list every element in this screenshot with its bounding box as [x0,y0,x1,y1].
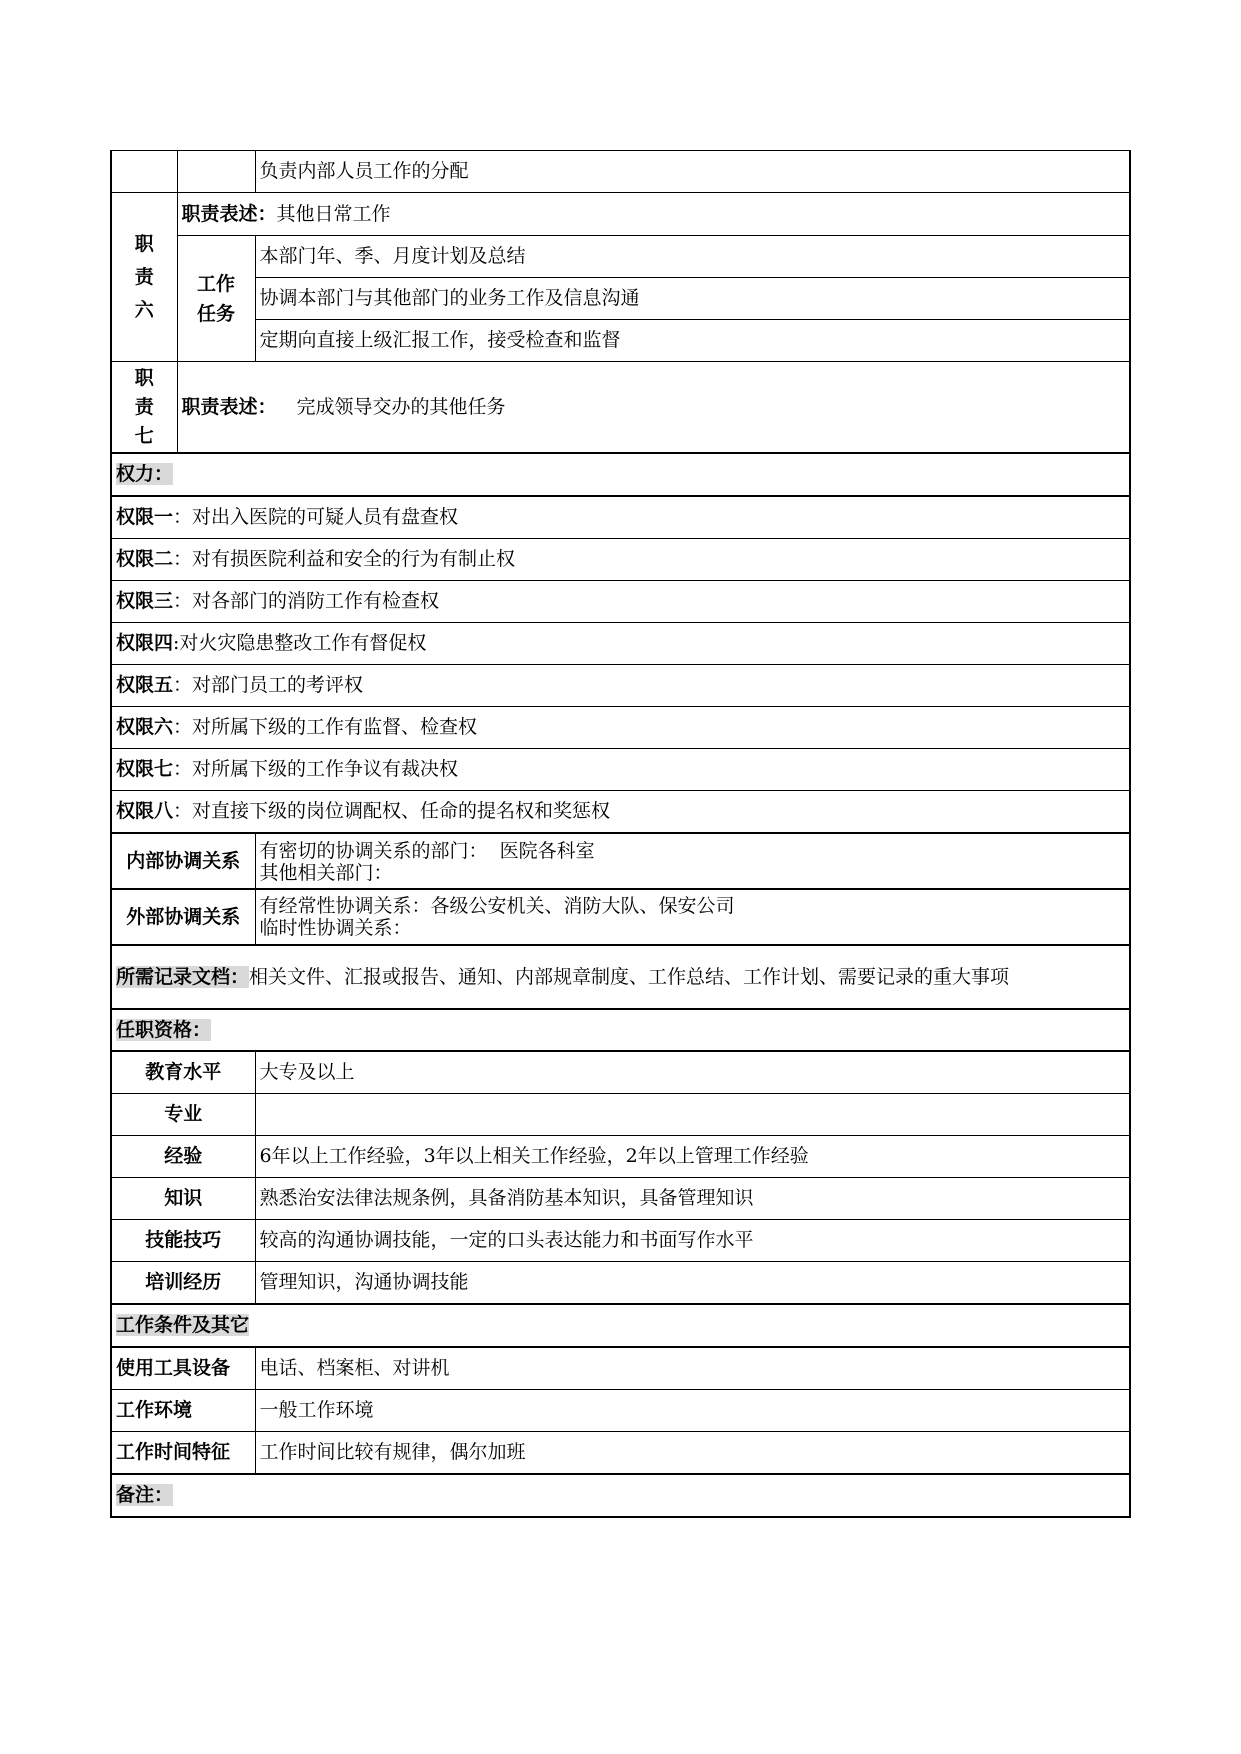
authority-item-7 [111,749,1130,791]
qual-value-major [255,1094,1130,1136]
duty7-desc-text: 完成领导交办的其他任务 [296,395,506,418]
external-relations-line1: 有经常性协调关系：各级公安机关、消防大队、保安公司 [259,895,735,917]
qual-value-skills: 较高的沟通协调技能，一定的口头表达能力和书面写作水平 [255,1220,1130,1262]
internal-relations-line2: 其他相关部门： [259,862,393,884]
external-relations-value [255,889,1130,945]
cond-label-hours: 工作时间特征 [111,1432,255,1475]
qual-label-major: 专业 [111,1094,255,1136]
authority-item-5 [111,665,1130,707]
authority-item-sep: ： [173,548,193,570]
authority-item-8 [111,791,1130,833]
authority-item-text: 对直接下级的岗位调配权、任命的提名权和奖惩权 [192,800,611,822]
cond-value-environment: 一般工作环境 [255,1390,1130,1432]
authority-item-sep: : [173,632,180,654]
job-description-table [110,150,1129,1518]
duty-prev-task-label-cell [177,151,255,193]
authority-item-sep: ： [173,506,193,528]
internal-relations-label: 内部协调关系 [111,833,255,889]
duty7-description [177,362,1130,454]
internal-relations-line1: 有密切的协调关系的部门： 医院各科室 [259,840,595,862]
cond-label-environment: 工作环境 [111,1390,255,1432]
qualification-header [111,1009,1130,1051]
documents-text: 相关文件、汇报或报告、通知、内部规章制度、工作总结、工作计划、需要记录的重大事项 [249,966,1010,988]
authority-item-label: 权限八 [116,800,174,822]
qual-value-education: 大专及以上 [255,1051,1130,1094]
authority-item-text: 对有损医院利益和安全的行为有制止权 [192,548,516,570]
duty6-desc-label: 职责表述： [181,202,277,225]
documents-label: 所需记录文档： [116,966,250,988]
conditions-header [111,1304,1130,1347]
duty6-task-1: 本部门年、季、月度计划及总结 [255,236,1130,278]
conditions-header-label: 工作条件及其它 [116,1314,250,1336]
authority-item-text: 对所属下级的工作争议有裁决权 [192,758,459,780]
qual-value-knowledge: 熟悉治安法律法规条例，具备消防基本知识，具备管理知识 [255,1178,1130,1220]
duty6-description [177,193,1130,236]
authority-header-label: 权力： [116,463,174,485]
authority-item-4 [111,623,1130,665]
duty6-desc-text: 其他日常工作 [276,202,391,225]
authority-item-label: 权限四 [116,632,174,654]
duty6-task-3: 定期向直接上级汇报工作，接受检查和监督 [255,320,1130,362]
authority-item-1 [111,496,1130,539]
duty6-label: 职 责 六 [111,193,177,362]
authority-item-label: 权限二 [116,548,174,570]
authority-item-sep: ： [173,716,193,738]
qual-value-experience: 6年以上工作经验，3年以上相关工作经验，2年以上管理工作经验 [255,1136,1130,1178]
cond-value-hours: 工作时间比较有规律，偶尔加班 [255,1432,1130,1475]
duty7-label: 职 责 七 [111,362,177,454]
qual-label-knowledge: 知识 [111,1178,255,1220]
authority-item-label: 权限一 [116,506,174,528]
documents-row [111,945,1130,1009]
authority-item-text: 对部门员工的考评权 [192,674,364,696]
authority-item-label: 权限六 [116,716,174,738]
authority-item-sep: ： [173,800,193,822]
cond-label-tools: 使用工具设备 [111,1347,255,1390]
qual-label-experience: 经验 [111,1136,255,1178]
authority-item-6 [111,707,1130,749]
qual-value-training: 管理知识，沟通协调技能 [255,1262,1130,1305]
authority-item-label: 权限三 [116,590,174,612]
qualification-header-label: 任职资格： [116,1018,212,1041]
duty-prev-label-cell [111,151,177,193]
notes-row [111,1474,1130,1517]
cond-value-tools: 电话、档案柜、对讲机 [255,1347,1130,1390]
authority-item-text: 对所属下级的工作有监督、检查权 [192,716,478,738]
qual-label-skills: 技能技巧 [111,1220,255,1262]
authority-item-2 [111,539,1130,581]
authority-item-text: 对出入医院的可疑人员有盘查权 [192,506,459,528]
qual-label-training: 培训经历 [111,1262,255,1305]
authority-item-sep: ： [173,674,193,696]
authority-item-3 [111,581,1130,623]
internal-relations-value [255,833,1130,889]
external-relations-label: 外部协调关系 [111,889,255,945]
authority-item-text: 对各部门的消防工作有检查权 [192,590,440,612]
authority-item-sep: ： [173,758,193,780]
duty7-desc-label: 职责表述： [181,395,277,418]
duty6-task-2: 协调本部门与其他部门的业务工作及信息沟通 [255,278,1130,320]
duty6-task-label: 工作 任务 [177,236,255,362]
authority-header [111,453,1130,496]
authority-item-label: 权限五 [116,674,174,696]
authority-item-sep: ： [173,590,193,612]
notes-label: 备注： [116,1484,174,1506]
external-relations-line2: 临时性协调关系： [259,917,412,939]
authority-item-text: 对火灾隐患整改工作有督促权 [179,632,427,654]
duty-prev-task: 负责内部人员工作的分配 [255,151,1130,193]
authority-item-label: 权限七 [116,758,174,780]
qual-label-education: 教育水平 [111,1051,255,1094]
